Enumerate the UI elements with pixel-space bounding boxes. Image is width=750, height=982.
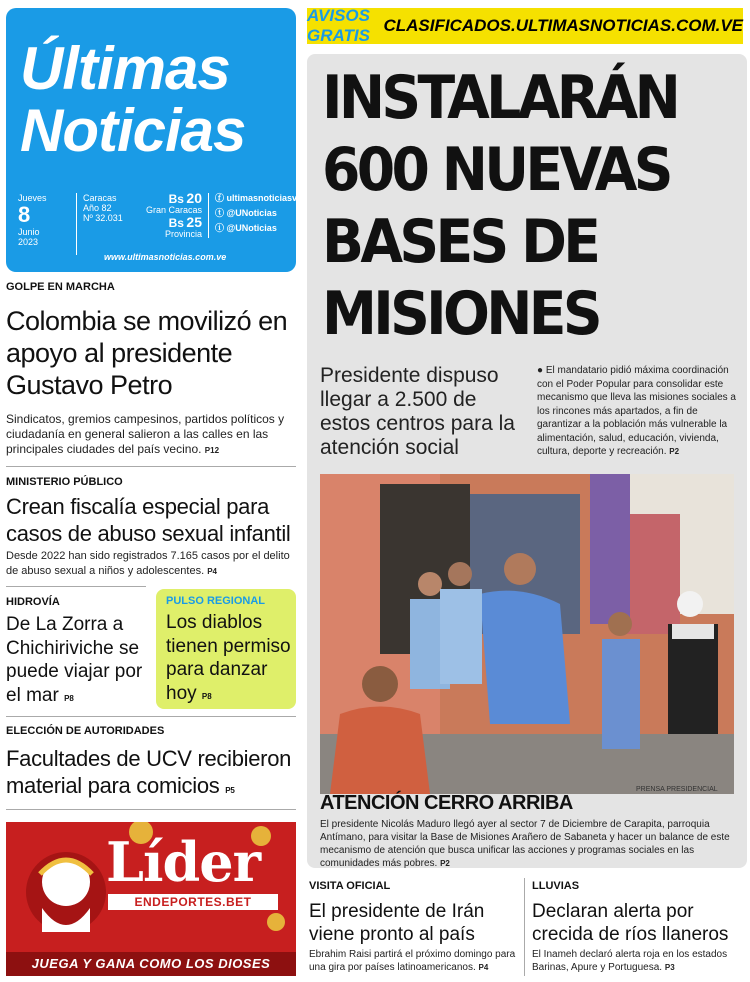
headline-pulso[interactable]: Los diablos tienen permiso para danzar hoy P8: [166, 612, 291, 704]
divider: [6, 586, 146, 587]
ad-subtitle: ENDEPORTES.BET: [108, 894, 278, 910]
edition-price: Bs 20 Gran Caracas Bs 25 Provincia: [145, 190, 202, 239]
website-url[interactable]: www.ultimasnoticias.com.ve: [104, 252, 227, 262]
ad-brand: Líder: [106, 830, 261, 894]
column-divider: [524, 878, 525, 976]
photo-caption-body: El presidente Nicolás Maduro llegó ayer al sector 7 de Diciembre de Carapita, parroquia Antímano, para visitar la Base de Misiones Arañero de Sabaneta y hacer un balance de este mecanismo de atención que busca unificar las acciones y programas sociales en las comunidades más pobres. P2: [320, 819, 730, 869]
edition-place: Caracas Año 82 Nº 32.031: [76, 193, 136, 255]
divider: [6, 809, 296, 810]
lead-body: ● El mandatario pidió máxima coordinación con el Poder Popular para consolidar este mecanismo que lleva las misiones sociales a los rincones más apartados, a fin de garantizar a la población más vulnerable la alimentación, salud, educación, vivienda, cultura, deporte y recreación. P2: [537, 365, 736, 457]
facebook-icon: ⓕ: [215, 193, 225, 203]
lead-photo[interactable]: [320, 474, 734, 794]
lead-subhead: Presidente dispuso llegar a 2.500 de estos centros para la atención social: [320, 364, 515, 459]
kicker-eleccion: ELECCIÓN DE AUTORIDADES: [6, 725, 165, 737]
masthead: [6, 8, 303, 272]
body-ministerio: Desde 2022 han sido registrados 7.165 casos por el delito de abuso sexual a niños y adolescentes. P4: [6, 550, 290, 577]
headline-ministerio[interactable]: Crean fiscalía especial para casos de abuso sexual infantil: [6, 494, 291, 546]
twitter-icon: ⓣ: [215, 208, 225, 218]
edition-date: Jueves 8 Junio 2023: [18, 193, 47, 247]
body-lluvias: El Inameh declaró alerta roja en los estados Barinas, Apure y Portuguesa. P3: [532, 949, 728, 973]
body-golpe: Sindicatos, gremios campesinos, partidos políticos y ciudadanía en general salieron a las calles en las principales ciudades del país vecino. P12: [6, 412, 285, 456]
twitter-link[interactable]: ⓣ @UNoticias: [215, 208, 277, 218]
divider: [6, 716, 296, 717]
photo-caption-title[interactable]: ATENCIÓN CERRO ARRIBA: [320, 792, 573, 814]
divider: [6, 466, 296, 467]
facebook-link[interactable]: ⓕ ultimasnoticiasve: [215, 193, 303, 203]
kicker-lluvias: LLUVIAS: [532, 880, 580, 892]
lead-photo-illustration: [320, 474, 734, 794]
body-visita: Ebrahim Raisi partirá el próximo domingo para una gira por países latinoamericanos. P4: [309, 949, 516, 973]
kicker-visita: VISITA OFICIAL: [309, 880, 391, 892]
headline-eleccion[interactable]: Facultades de UCV recibieron material para comicios P5: [6, 746, 292, 798]
newspaper-logo[interactable]: Últimas Noticias: [20, 35, 246, 164]
lider-advertisement[interactable]: [6, 822, 296, 976]
kicker-golpe: GOLPE EN MARCHA: [6, 281, 115, 293]
headline-hidrovia[interactable]: De La Zorra a Chichiriviche se puede viajar por el mar P8: [6, 614, 143, 706]
lead-headline[interactable]: INSTALARÁN 600 NUEVAS BASES DE MISIONES: [322, 63, 678, 349]
classifieds-banner[interactable]: AVISOS GRATIS CLASIFICADOS.ULTIMASNOTICIAS.COM.VE: [307, 6, 743, 45]
social-links: [208, 193, 303, 238]
ad-slogan: JUEGA Y GANA COMO LOS DIOSES: [6, 952, 296, 976]
instagram-icon: ⓘ: [215, 223, 225, 233]
headline-lluvias[interactable]: Declaran alerta por crecida de ríos llaneros: [532, 901, 729, 945]
headline-visita[interactable]: El presidente de Irán viene pronto al país: [309, 901, 485, 945]
headline-golpe[interactable]: Colombia se movilizó en apoyo al presidente Gustavo Petro: [6, 306, 288, 400]
photo-credit: PRENSA PRESIDENCIAL: [636, 786, 718, 793]
kicker-ministerio: MINISTERIO PÚBLICO: [6, 476, 123, 488]
kicker-pulso: PULSO REGIONAL: [166, 595, 266, 607]
kicker-hidrovia: HIDROVÍA: [6, 596, 60, 608]
instagram-link[interactable]: ⓘ @UNoticias: [215, 223, 277, 233]
